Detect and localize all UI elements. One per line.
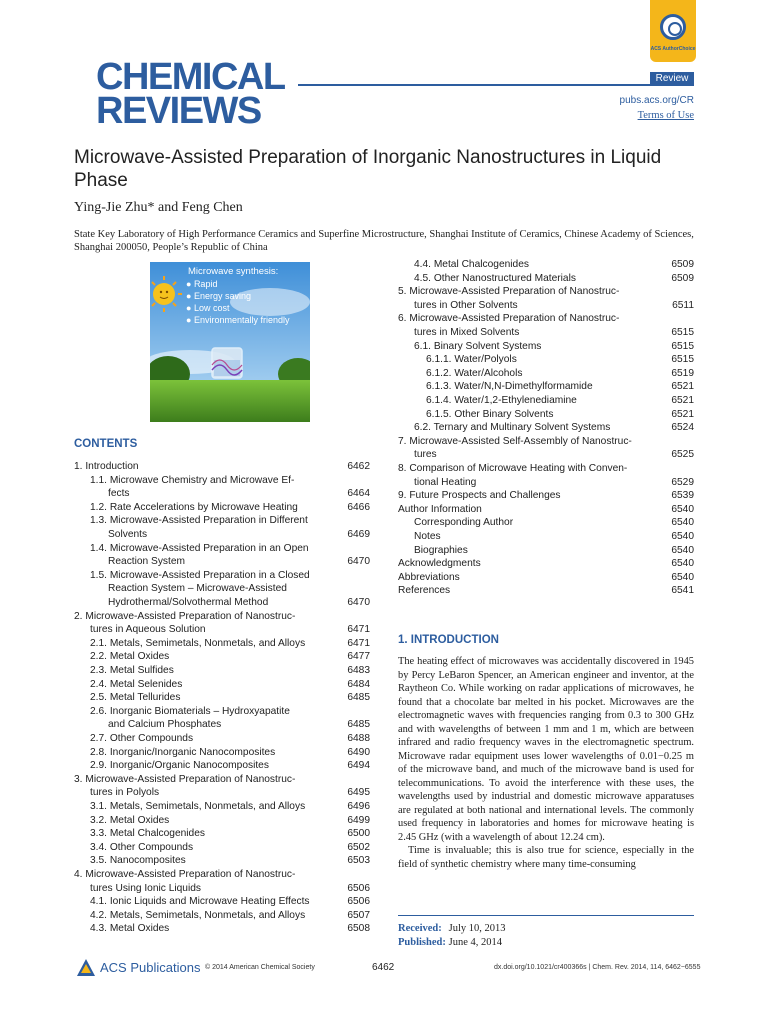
toc-page-number: 6485 — [347, 719, 370, 731]
toc-entry[interactable]: Notes — [414, 531, 441, 542]
toc-entry[interactable]: 3.3. Metal Chalcogenides — [90, 828, 205, 840]
contents-heading: CONTENTS — [74, 438, 138, 450]
toc-page-number: 6519 — [671, 367, 694, 379]
toc-entry[interactable]: 1.4. Microwave-Assisted Preparation in an Open — [90, 542, 309, 554]
grass-field — [150, 380, 310, 422]
toc-entry[interactable]: Hydrothermal/Solvothermal Method — [108, 597, 269, 608]
toc-page-number: 6469 — [347, 529, 370, 540]
toc-page-number: 6540 — [671, 517, 694, 529]
body-paragraph: The heating effect of microwaves was accidentally discovered in 1945 by Percy LeBaron Spencer, an American engineer and inventor, at the Raytheon Co. While working on radar applications of microwaves, he found that a chocolate bar melted in his pocket. Microwaves are the electromagnetic waves with frequencies ranging from 0.3 to 300 GHz and with wavelengths of between 1 mm and 1 m, which are between infrared and radio frequency waves in the electromagnetic spectrum. Microwave radar equipment uses lower wavelengths of 0.01−0.25 m of the microwave band, and much of the microwave band is used for telecommunications. To avoid the interference with these uses, the wavelengths used by industrial and domestic microwave apparatuses are regulated at both national and international levels. The commonly used frequency in laboratories and homes for microwave heating is 2.45 GHz (with a wavelength of about 12.24 cm). — [398, 656, 694, 843]
toc-page-number: 6495 — [347, 787, 370, 799]
toc-left-column — [74, 461, 370, 941]
toc-page-number: 6471 — [347, 624, 370, 636]
author-choice-icon — [660, 14, 686, 40]
toc-page-number: 6540 — [671, 531, 694, 542]
toc-page-number: 6494 — [347, 760, 370, 772]
published-date: June 4, 2014 — [448, 937, 502, 948]
article-title: Microwave-Assisted Preparation of Inorganic Nanostructures in Liquid Phase — [74, 147, 662, 191]
beaker-icon — [212, 348, 242, 378]
toc-entry[interactable]: 8. Comparison of Microwave Heating with Conven- — [398, 463, 628, 474]
toc-entry[interactable]: 1.2. Rate Accelerations by Microwave Heating — [90, 501, 298, 513]
toc-entry[interactable]: 3.4. Other Compounds — [90, 841, 194, 853]
toc-entry[interactable]: tures in Mixed Solvents — [414, 327, 520, 338]
toc-entry[interactable]: Reaction System — [108, 556, 186, 568]
journal-url-link[interactable]: pubs.acs.org/CR — [619, 95, 694, 106]
graphic-bullet-item: ● Environmentally friendly — [186, 315, 290, 325]
toc-page-number: 6490 — [347, 746, 370, 758]
toc-page-number: 6502 — [347, 841, 370, 853]
toc-entry[interactable]: 6.1.5. Other Binary Solvents — [426, 408, 554, 420]
graphic-bullet-item: ● Rapid — [186, 279, 218, 289]
article-authors: Ying-Jie Zhu* and Feng Chen — [74, 200, 243, 215]
published-label: Published: — [398, 937, 446, 948]
graphic-heading: Microwave synthesis: — [188, 266, 279, 277]
graphic-bullets — [186, 278, 289, 326]
toc-page-number: 6477 — [347, 651, 370, 663]
received-date: July 10, 2013 — [448, 923, 506, 934]
section-heading-introduction: 1. INTRODUCTION — [398, 634, 499, 646]
toc-entry[interactable]: and Calcium Phosphates — [108, 719, 222, 731]
toc-page-number: 6488 — [347, 733, 370, 744]
toc-page-number: 6525 — [671, 449, 694, 461]
toc-right-column — [398, 259, 694, 609]
toc-entry[interactable]: 6. Microwave-Assisted Preparation of Nanostruc- — [398, 313, 620, 325]
toc-entry[interactable]: References — [398, 585, 451, 597]
toc-entry[interactable]: 6.1.4. Water/1,2-Ethylenediamine — [426, 395, 577, 406]
toc-page-number: 6470 — [347, 597, 370, 608]
doi-citation-link[interactable]: dx.doi.org/10.1021/cr400366s | Chem. Rev. 2014, 114, 6462−6555 — [494, 964, 701, 971]
toc-page-number: 6507 — [347, 909, 370, 921]
toc-entry[interactable]: 4.1. Ionic Liquids and Microwave Heating Effects — [90, 896, 310, 908]
toc-entry[interactable]: fects — [108, 488, 130, 500]
toc-graphic — [150, 262, 310, 422]
toc-page-number: 6466 — [347, 501, 370, 513]
toc-page-number: 6540 — [671, 503, 694, 515]
toc-page-number: 6529 — [671, 476, 694, 488]
graphic-bullet-item: ● Energy saving — [186, 291, 251, 301]
toc-entry[interactable]: Abbreviations — [398, 571, 460, 583]
toc-page-number: 6521 — [671, 408, 694, 420]
toc-entry[interactable]: tional Heating — [414, 476, 477, 488]
toc-page-number: 6521 — [671, 395, 694, 406]
toc-page-number: 6541 — [671, 585, 694, 597]
body-paragraph: Time is invaluable; this is also true for science, especially in the field of synthetic chemistry where many time-consuming — [398, 845, 694, 870]
toc-entry[interactable]: Reaction System – Microwave-Assisted — [108, 583, 287, 595]
page-number: 6462 — [372, 962, 395, 973]
toc-page-number: 6511 — [672, 299, 694, 311]
toc-entry[interactable]: tures in Aqueous Solution — [90, 624, 206, 636]
toc-entry[interactable]: 1.1. Microwave Chemistry and Microwave Ef- — [90, 474, 295, 486]
terms-of-use-link[interactable]: Terms of Use — [637, 110, 694, 121]
toc-entry[interactable]: 3. Microwave-Assisted Preparation of Nanostruc- — [74, 773, 296, 785]
copyright-notice: © 2014 American Chemical Society — [205, 964, 315, 971]
dates-rule — [398, 915, 694, 916]
toc-entry[interactable]: 3.1. Metals, Semimetals, Nonmetals, and Alloys — [90, 801, 306, 812]
toc-entry[interactable]: 2.5. Metal Tellurides — [90, 692, 181, 704]
introduction-body — [398, 655, 694, 871]
toc-page-number: 6508 — [347, 923, 370, 935]
acs-publications-icon — [76, 958, 96, 978]
toc-page-number: 6484 — [347, 678, 370, 690]
toc-page-number: 6515 — [671, 340, 694, 352]
toc-page-number: 6503 — [347, 855, 370, 867]
toc-page-number: 6496 — [347, 801, 370, 812]
toc-page-number: 6509 — [671, 272, 694, 284]
toc-entry[interactable]: Acknowledgments — [398, 558, 481, 570]
publisher-name[interactable]: ACS Publications — [100, 960, 201, 975]
toc-entry[interactable]: 4.4. Metal Chalcogenides — [414, 259, 529, 270]
toc-page-number: 6464 — [347, 488, 370, 500]
toc-entry[interactable]: 2.7. Other Compounds — [90, 733, 194, 744]
toc-entry[interactable]: 6.1. Binary Solvent Systems — [414, 340, 542, 352]
toc-entry[interactable]: 4. Microwave-Assisted Preparation of Nanostruc- — [74, 869, 296, 880]
toc-entry[interactable]: Biographies — [414, 544, 468, 556]
toc-entry[interactable]: Author Information — [398, 503, 482, 515]
toc-entry[interactable]: 9. Future Prospects and Challenges — [398, 490, 561, 502]
toc-page-number: 6471 — [347, 637, 370, 649]
toc-page-number: 6515 — [671, 354, 694, 366]
toc-entry[interactable]: 2.2. Metal Oxides — [90, 651, 170, 663]
header-rule — [298, 84, 694, 86]
article-affiliation: State Key Laboratory of High Performance Ceramics and Superfine Microstructure, Shanghai Institute of Ceramics, Chinese Academy of Sciences, Shanghai 200050, People’s Republic of China — [74, 229, 694, 253]
toc-entry[interactable]: 6.1.3. Water/N,N-Dimethylformamide — [426, 381, 593, 393]
toc-entry[interactable]: 1.5. Microwave-Assisted Preparation in a Closed — [90, 569, 310, 581]
toc-page-number: 6521 — [671, 381, 694, 393]
journal-logo — [96, 56, 285, 132]
toc-page-number: 6485 — [347, 692, 370, 704]
toc-entry[interactable]: tures in Polyols — [90, 787, 160, 799]
toc-page-number: 6540 — [671, 558, 694, 570]
toc-page-number: 6506 — [347, 896, 370, 908]
toc-page-number: 6500 — [347, 828, 370, 840]
toc-entry[interactable]: 2.1. Metals, Semimetals, Nonmetals, and Alloys — [90, 637, 306, 649]
toc-entry[interactable]: 6.1.2. Water/Alcohols — [426, 367, 523, 379]
toc-entry[interactable]: 2.9. Inorganic/Organic Nanocomposites — [90, 760, 269, 772]
toc-entry[interactable]: 2.3. Metal Sulfides — [90, 665, 174, 676]
graphic-bullet-item: ● Low cost — [186, 303, 230, 313]
toc-page-number: 6506 — [347, 882, 370, 894]
journal-logo-line1: CHEMICAL — [96, 56, 285, 98]
toc-page-number: 6540 — [671, 544, 694, 556]
toc-page-number: 6470 — [347, 556, 370, 568]
toc-entry[interactable]: 4.5. Other Nanostructured Materials — [414, 272, 576, 284]
toc-page-number: 6524 — [671, 422, 694, 434]
toc-entry[interactable]: Corresponding Author — [414, 517, 514, 529]
toc-entry[interactable]: tures in Other Solvents — [414, 299, 518, 311]
toc-page-number: 6499 — [347, 814, 370, 826]
toc-entry[interactable]: 6.2. Ternary and Multinary Solvent Systems — [414, 422, 611, 434]
toc-entry[interactable]: 2. Microwave-Assisted Preparation of Nanostruc- — [74, 610, 296, 622]
toc-page-number: 6515 — [671, 327, 694, 338]
article-dates — [398, 922, 506, 950]
toc-entry[interactable]: 1.3. Microwave-Assisted Preparation in Different — [90, 515, 308, 527]
toc-entry[interactable]: tures Using Ionic Liquids — [90, 882, 201, 894]
toc-entry[interactable]: 4.3. Metal Oxides — [90, 923, 170, 935]
toc-entry[interactable]: 2.6. Inorganic Biomaterials – Hydroxyapatite — [90, 705, 290, 717]
received-label: Received: — [398, 923, 442, 934]
article-type-tag: Review — [650, 72, 694, 86]
author-choice-badge[interactable] — [650, 0, 696, 62]
toc-page-number: 6462 — [347, 461, 370, 472]
toc-entry[interactable]: 3.2. Metal Oxides — [90, 814, 170, 826]
toc-entry[interactable]: 4.2. Metals, Semimetals, Nonmetals, and Alloys — [90, 909, 306, 921]
toc-entry[interactable]: 2.4. Metal Selenides — [90, 678, 183, 690]
toc-entry[interactable]: tures — [414, 449, 437, 461]
toc-entry[interactable]: 7. Microwave-Assisted Self-Assembly of Nanostruc- — [398, 435, 632, 447]
toc-page-number: 6540 — [671, 571, 694, 583]
toc-page-number: 6509 — [671, 259, 694, 270]
toc-entry[interactable]: 1. Introduction — [74, 461, 139, 472]
toc-page-number: 6483 — [347, 665, 370, 676]
toc-entry[interactable]: 2.8. Inorganic/Inorganic Nanocomposites — [90, 746, 276, 758]
toc-entry[interactable]: 5. Microwave-Assisted Preparation of Nanostruc- — [398, 286, 620, 298]
toc-entry[interactable]: 6.1.1. Water/Polyols — [426, 354, 517, 366]
author-choice-label: ACS AuthorChoice — [650, 46, 696, 52]
toc-page-number: 6539 — [671, 490, 694, 502]
toc-entry[interactable]: Solvents — [108, 529, 148, 540]
toc-entry[interactable]: 3.5. Nanocomposites — [90, 855, 186, 867]
journal-logo-line2: REVIEWS — [96, 90, 261, 132]
